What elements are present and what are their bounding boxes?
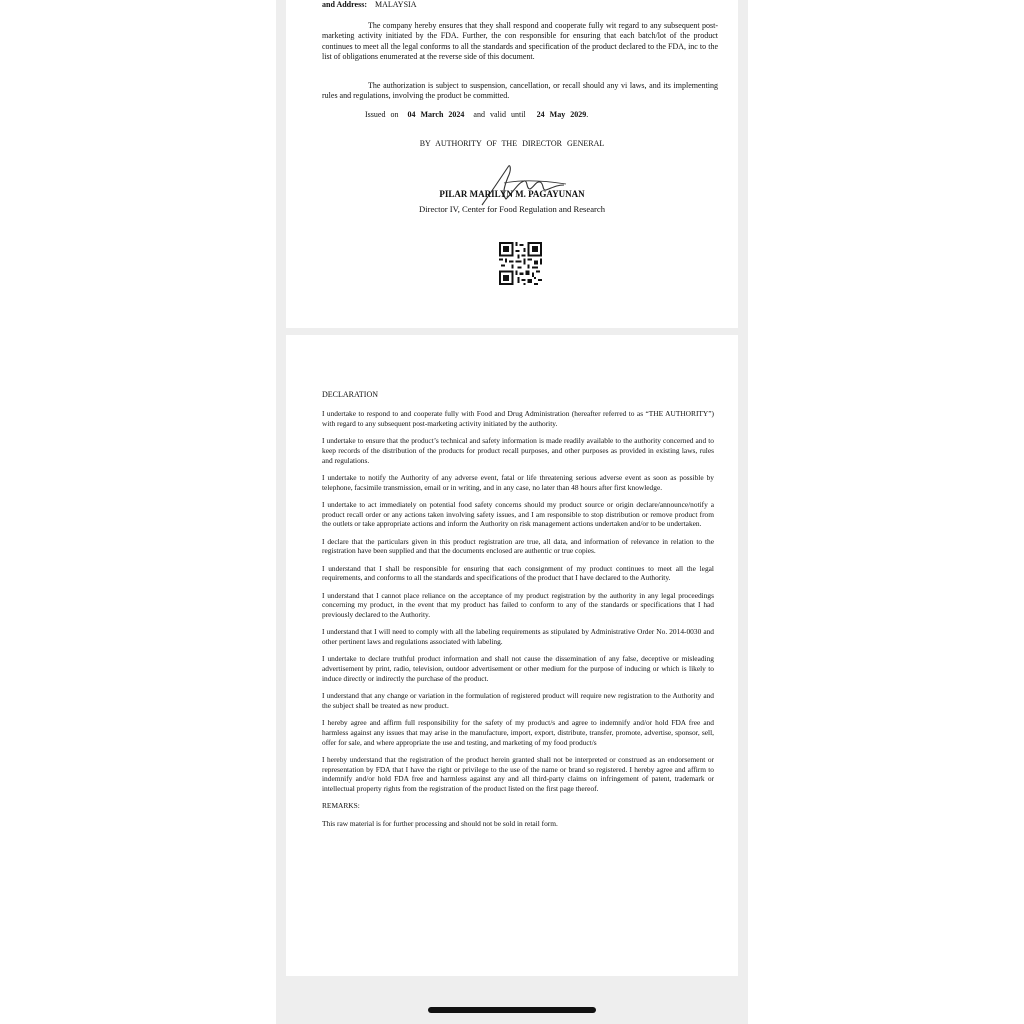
- declaration-paragraph: I undertake to ensure that the product’s technical and safety information is made readily available to the authority concerned and to keep records of the distribution of the products for product recall purposes, and other purposes as provided in existing laws, rules and regulations.: [322, 435, 714, 465]
- declaration-paragraph: I undertake to respond to and cooperate fully with Food and Drug Administration (hereafter referred to as “THE AUTHORITY”) with regard to any subsequent post-marketing activity initiated by the authority.: [322, 409, 714, 428]
- declaration-paragraph: I undertake to act immediately on potential food safety concerns should my product source or origin declare/announce/notify a product recall order or any actions taken involving safety issues, and I am responsible to stop distribution or remove product from the outlets or take appropriate actions and inform the Authority on risk management actions undertaken and/or to be undertaken.: [322, 499, 714, 529]
- signatory-name: PILAR MARILYN M. PAGAYUNAN: [439, 189, 585, 199]
- signatory-title: Director IV, Center for Food Regulation and Research: [419, 204, 605, 214]
- validity-line: Issued on 04 March 2024 and valid until 24 May 2029.: [365, 110, 589, 119]
- document-page-2: [286, 335, 738, 976]
- declaration-paragraph: I undertake to declare truthful product information and shall not cause the dissemination of any false, deceptive or misleading advertisement by print, radio, television, outdoor advertisement or other medium for the purpose of inducing or which is likely to induce directly or indirectly the purchase of the product.: [322, 654, 714, 683]
- address-value: MALAYSIA: [374, 0, 417, 9]
- issued-date: 04 March 2024: [407, 110, 465, 119]
- address-label: and Address:: [322, 0, 367, 9]
- declaration-paragraph: I undertake to notify the Authority of any adverse event, fatal or life threatening serious adverse event as soon as possible by telephone, facsimile transmission, email or in writing, and in any case, no later than 48 hours after first knowledge.: [322, 472, 714, 492]
- declaration-paragraph: I understand that I will need to comply with all the labeling requirements as stipulated by Administrative Order No. 2014-0030 and other pertinent laws and regulations associated with labeling.: [322, 627, 714, 647]
- declaration-paragraph: I understand that I cannot place reliance on the acceptance of my product registration by the authority in any legal proceedings concerning my product, in the event that my product has failed to conform to any of the standards or specifications that I had previously declared to the Authority.: [322, 590, 714, 620]
- home-indicator-bar[interactable]: [428, 1007, 596, 1013]
- address-line: [322, 0, 416, 9]
- document-page-1: [286, 0, 738, 328]
- declaration-paragraph: I declare that the particulars given in this product registration are true, all data, and information of relevance in relation to the registration have been supplied and that the documents enclosed are authentic or true copies.: [322, 536, 714, 556]
- qr-code-icon: [499, 242, 542, 285]
- declaration-paragraph: I understand that any change or variation in the formulation of registered product will require new registration to the Authority and the subject shall be treated as new product.: [322, 691, 714, 710]
- declaration-paragraph: I hereby agree and affirm full responsibility for the safety of my product/s and agree to indemnify and/or hold FDA free and harmless against any issues that may arise in the manufacture, import, export, distribute, transfer, promote, advertise, sponsor, sell, offer for sale, and where appropriate the use and testing, and marketing of my food product/s: [322, 718, 714, 747]
- issued-prefix: Issued on: [365, 110, 399, 119]
- authority-line: BY AUTHORITY OF THE DIRECTOR GENERAL: [419, 139, 605, 148]
- declaration-paragraph: I hereby understand that the registration of the product herein granted shall not be interpreted or construed as an endorsement or representation by FDA that I have the right or privilege to the use of the name or brand so registered. I hereby agree and affirm to indemnify and/or hold FDA free and harmless against any and all third-party claims on infringement of patent, trademark or intellectual property rights from the registration of the product listed on the first page thereof.: [322, 754, 714, 794]
- valid-text: and valid until: [473, 110, 526, 119]
- obligation-paragraph: The company hereby ensures that they shall respond and cooperate fully wit regard to any subsequent post-marketing activity initiated by the FDA. Further, the con responsible for ensuring that each batch/lot of the product continues to meet all the legal conforms to all the standards and specification of the product declared to the FDA, inc to the list of obligations enumerated at the reverse side of this document.: [322, 21, 718, 62]
- declaration-paragraph: I understand that I shall be responsible for ensuring that each consignment of my product continues to meet all the legal requirements, and conforms to all the standards and specifications of the product that I have declared to the Authority.: [322, 563, 714, 583]
- remarks-label: REMARKS:: [322, 801, 360, 811]
- valid-date: 24 May 2029: [536, 110, 587, 119]
- remarks-text: This raw material is for further processing and should not be sold in retail form.: [322, 819, 558, 829]
- declaration-body: [322, 409, 714, 836]
- declaration-title: DECLARATION: [322, 390, 378, 399]
- authorization-paragraph: The authorization is subject to suspension, cancellation, or recall should any vi laws, and its implementing rules and regulations, involving the product be committed.: [322, 81, 718, 101]
